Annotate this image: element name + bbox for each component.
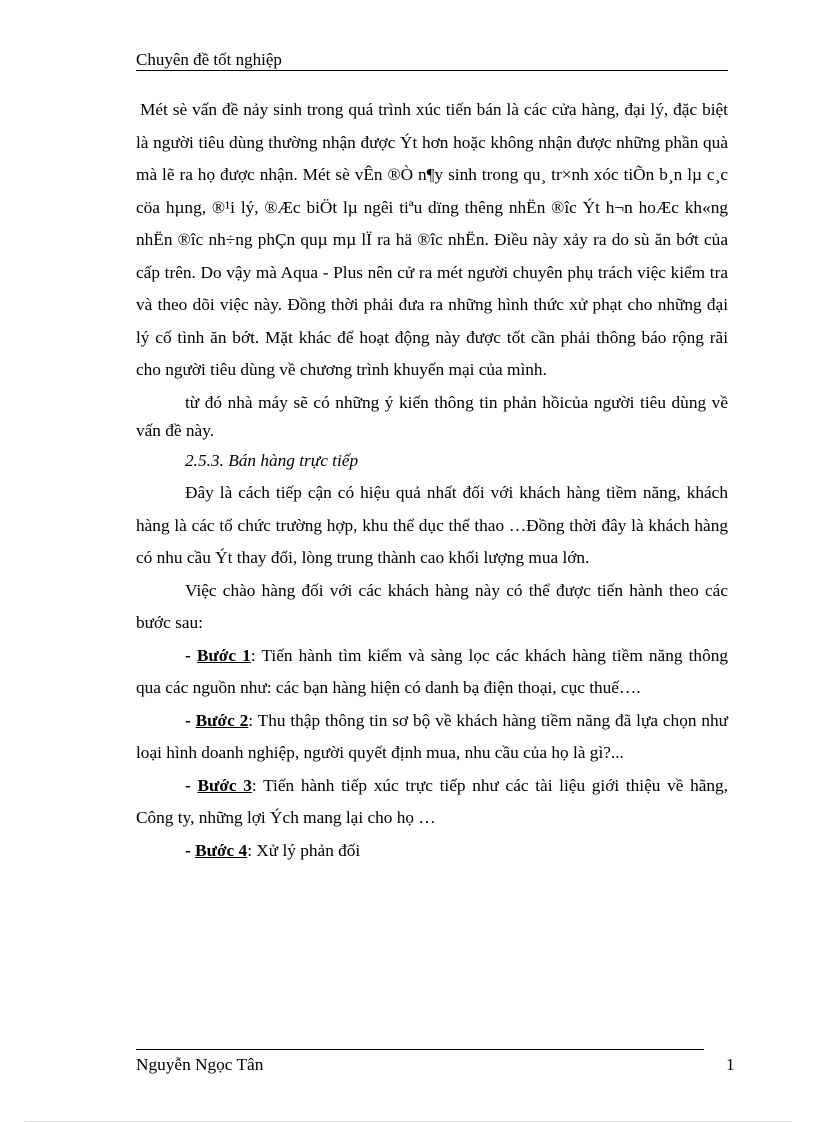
step-4-label: Bước 4 <box>195 840 248 860</box>
step-3 <box>136 770 728 835</box>
section-heading: 2.5.3. Bán hàng trực tiếp <box>185 450 359 470</box>
step-2-text: : Thu thập thông tin sơ bộ về khách hàng tiềm năng đã lựa chọn như loại hình doanh nghiệp, người quyết định mua, nhu cầu của họ là gì?... <box>136 710 728 762</box>
step-3-text: : Tiến hành tiếp xúc trực tiếp như các tài liệu giới thiệu về hãng, Công ty, những lợi Ých mang lại cho họ … <box>136 775 728 827</box>
step-prefix: - <box>185 645 197 665</box>
step-3-label: Bước 3 <box>197 775 252 795</box>
page-edge <box>24 1121 792 1122</box>
page-header-title: Chuyên đề tốt nghiệp <box>136 50 282 69</box>
step-2 <box>136 705 728 770</box>
page-number: 1 <box>726 1055 735 1074</box>
step-prefix: - <box>185 840 196 860</box>
paragraph-3: Đây là cách tiếp cận có hiệu quả nhất đối với khách hàng tiềm năng, khách hàng là các tổ chức trường hợp, khu thể dục thể thao …Đồng thời đây là khách hàng có nhu cầu Ýt thay đổi, lòng trung thành cao khối lượng mua lớn. <box>136 483 728 567</box>
header-divider <box>136 70 728 71</box>
step-2-label: Bước 2 <box>195 710 249 730</box>
step-4-text: : Xử lý phản đối <box>247 840 361 860</box>
footer-divider <box>136 1049 704 1050</box>
step-1-text: : Tiến hành tìm kiếm và sàng lọc các khách hàng tiềm năng thông qua các nguồn như: các bạn hàng hiện có danh bạ điện thoại, cục thuế…. <box>136 645 728 697</box>
paragraph-2: từ đó nhà máy sẽ có những ý kiến thông tin phản hồicủa người tiêu dùng về vấn đề này. <box>136 392 728 440</box>
document-body <box>136 94 728 867</box>
footer-author: Nguyễn Ngọc Tân <box>136 1055 264 1074</box>
step-4 <box>136 835 728 868</box>
step-prefix: - <box>185 710 196 730</box>
step-prefix: - <box>185 775 198 795</box>
step-1-label: Bước 1 <box>196 645 251 665</box>
step-1 <box>136 640 728 705</box>
paragraph-4: Việc chào hàng đối với các khách hàng này có thể được tiến hành theo các bước sau: <box>136 580 728 632</box>
paragraph-1: Mét sè vấn đề nảy sinh trong quá trình xúc tiến bán là các cửa hàng, đại lý, đặc biệt là người tiêu dùng thường nhận được Ýt hơn hoặc không nhận được những phần quà mà lẽ ra họ được nhận. Mét sè vÊn ®Ò n¶y sinh trong qu¸ tr×nh xóc tiÕn b¸n lµ c¸c cöa hµng, ®¹i lý, ®Æc biÖt lµ ngêi tiªu dïng thêng nhËn ®îc Ýt h¬n hoÆc kh«ng nhËn ®îc nh÷ng phÇn quµ mµ lÏ ra hä ®îc nhËn. Điều này xảy ra do sù ăn bớt của cấp trên. Do vậy mà Aqua - Plus nên cử ra mét người chuyên phụ trách việc kiểm tra và theo dõi việc này. Đồng thời phải đưa ra những hình thức xử phạt cho những đại lý cố tình ăn bớt. Mặt khác để hoạt động này được tốt cần phải thông báo rộng rãi cho người tiêu dùng về chương trình khuyến mại của mình. <box>136 100 728 379</box>
